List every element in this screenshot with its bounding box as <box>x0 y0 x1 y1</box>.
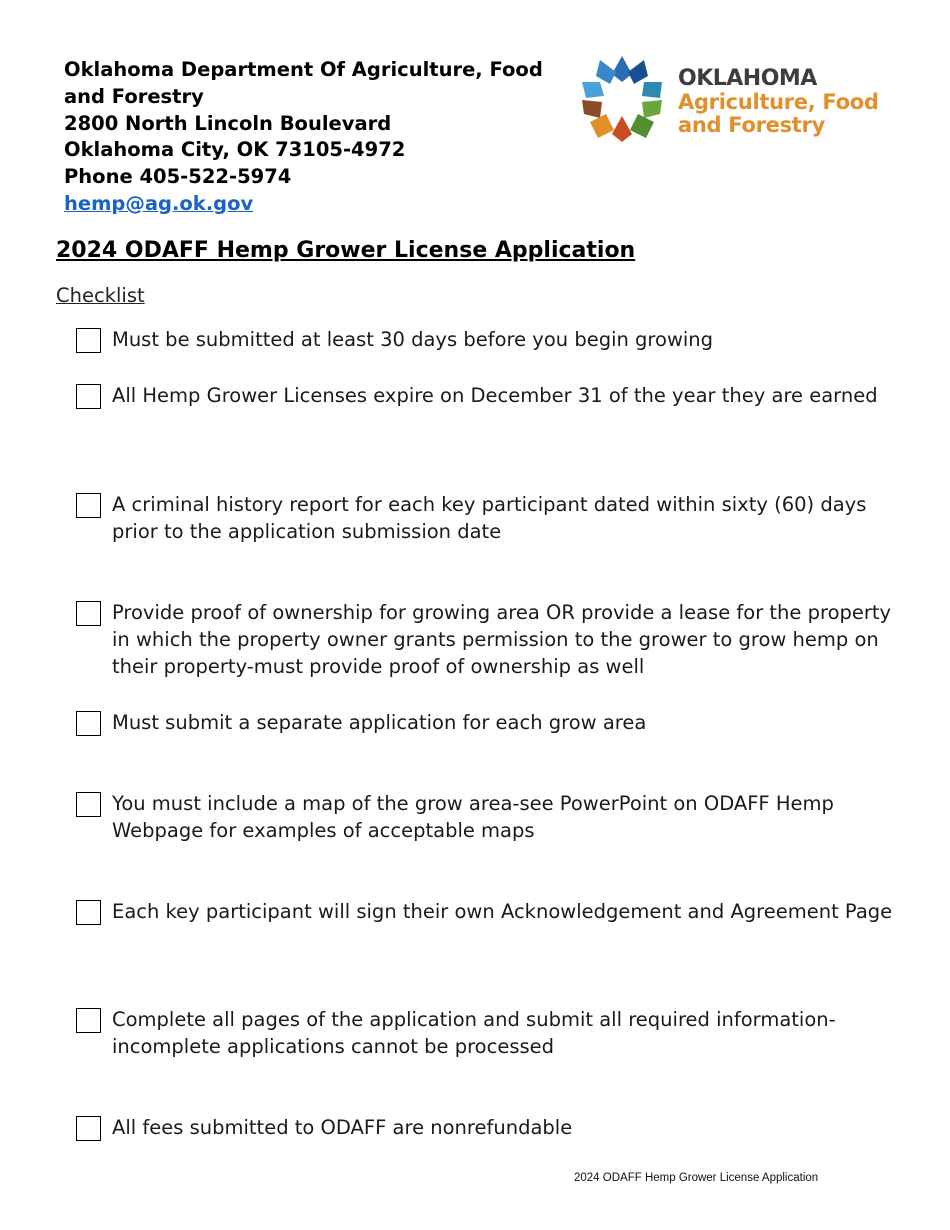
checklist-item-text: Each key participant will sign their own Acknowledgement and Agreement Page <box>112 900 893 923</box>
checklist-checkbox[interactable] <box>76 792 101 817</box>
section-heading-checklist: Checklist <box>56 284 145 307</box>
checklist-item-text: A criminal history report for each key participant dated within sixty (60) days prior to the application submission date <box>112 493 867 543</box>
checklist-checkbox[interactable] <box>76 900 101 925</box>
checklist-checkbox[interactable] <box>76 711 101 736</box>
odaff-logo <box>576 52 886 144</box>
checklist-checkbox[interactable] <box>76 1008 101 1033</box>
checklist-checkbox[interactable] <box>76 493 101 518</box>
org-name-line2: and Forestry <box>64 84 204 108</box>
checklist-item-text: You must include a map of the grow area-see PowerPoint on ODAFF Hemp Webpage for examples of acceptable maps <box>112 792 834 842</box>
checklist-checkbox[interactable] <box>76 328 101 353</box>
checklist-item-text: All Hemp Grower Licenses expire on December 31 of the year they are earned <box>112 384 878 407</box>
city-state-zip: Oklahoma City, OK 73105-4972 <box>64 138 406 162</box>
checklist-checkbox[interactable] <box>76 601 101 626</box>
logo-wordmark <box>678 68 879 136</box>
logo-line-oklahoma: OKLAHOMA <box>678 66 817 91</box>
star-logo-icon <box>576 52 668 144</box>
checklist-checkbox[interactable] <box>76 1116 101 1141</box>
email-link[interactable]: hemp@ag.ok.gov <box>64 191 254 215</box>
street-address: 2800 North Lincoln Boulevard <box>64 111 392 135</box>
checklist-item-text: Provide proof of ownership for growing area OR provide a lease for the property in which the property owner grants permission to the grower to grow hemp on their property-must provide proof of ownership as well <box>112 601 892 678</box>
logo-line-agriculture: Agriculture, Food <box>678 90 879 114</box>
phone-number: Phone 405-522-5974 <box>64 165 292 189</box>
checklist-item-text: Must submit a separate application for each grow area <box>112 711 647 734</box>
document-title: 2024 ODAFF Hemp Grower License Application <box>56 238 636 263</box>
org-name-line1: Oklahoma Department Of Agriculture, Food <box>64 58 543 81</box>
checklist-item-text: Complete all pages of the application and submit all required information-incomplete applications cannot be processed <box>112 1008 836 1058</box>
checklist-checkbox[interactable] <box>76 384 101 409</box>
page-footer: 2024 ODAFF Hemp Grower License Application <box>574 1172 819 1184</box>
checklist-item-text: Must be submitted at least 30 days before you begin growing <box>112 328 714 351</box>
checklist-item-text: All fees submitted to ODAFF are nonrefundable <box>112 1116 573 1139</box>
logo-line-forestry: and Forestry <box>678 113 825 137</box>
address-block <box>64 57 543 218</box>
